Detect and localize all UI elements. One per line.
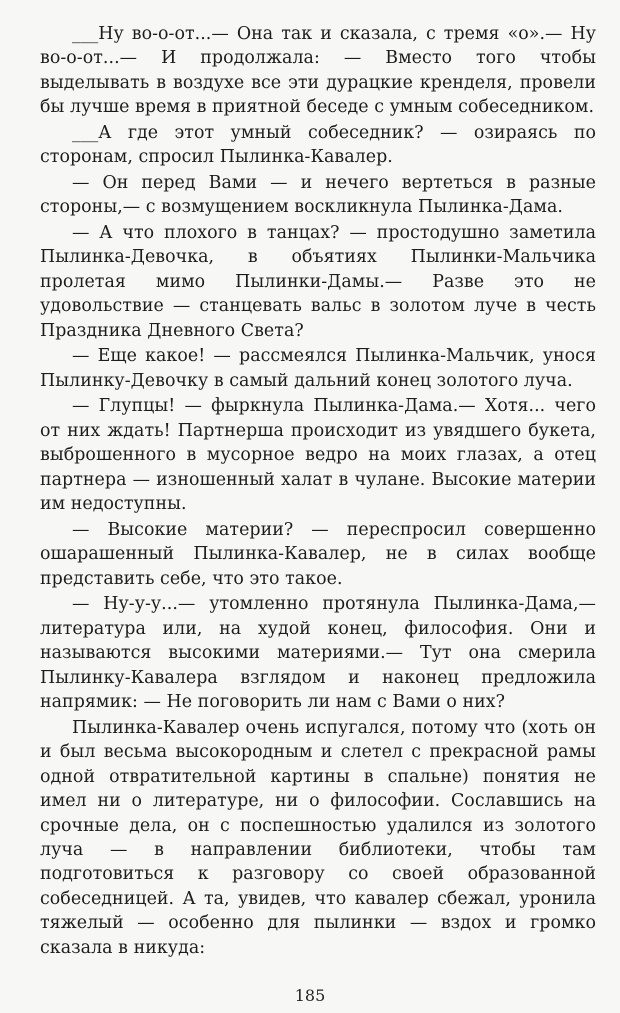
- text-block: [40, 22, 596, 960]
- paragraph: — Еще какое! — рассмеялся Пылинка-Мальчик, унося Пылинку-Девочку в самый дальний конец золотого луча.: [40, 346, 596, 391]
- page-number: 185: [294, 986, 326, 1005]
- paragraph: — Высокие материи? — переспросил совершенно ошарашенный Пылинка-Кавалер, не в силах вообще представить себе, что это такое.: [40, 519, 596, 589]
- paragraph: — Глупцы! — фыркнула Пылинка-Дама.— Хотя... чего от них ждать! Партнерша происходит из увядшего букета, выброшенного в мусорное ведро на моих глазах, а отец партнера — изношенный халат в чулане. Высокие материи им недоступны.: [40, 396, 596, 515]
- paragraph: — А что плохого в танцах? — простодушно заметила Пылинка-Девочка, в объятиях Пылинки-Мальчика пролетая мимо Пылинки-Дамы.— Разве это не удовольствие — станцевать вальс в золотом луче в честь Праздника Дневного Света?: [40, 222, 596, 341]
- paragraph: — Он перед Вами — и нечего вертеться в разные стороны,— с возмущением воскликнула Пылинка-Дама.: [40, 172, 596, 218]
- paragraph: ___А где этот умный собеседник? — озираясь по сторонам, спросил Пылинка-Кавалер.: [40, 122, 596, 168]
- paragraph: ___Ну во-о-от...— Она так и сказала, с тремя «о».— Ну во-о-от...— И продолжала: — Вместо того чтобы выделывать в воздухе все эти дурацкие кренделя, провели бы лучше время в приятной беседе с умным собеседником.: [40, 24, 596, 118]
- paragraph: Пылинка-Кавалер очень испугался, потому что (хоть он и был весьма высокородным и слетел с прекрасной рамы одной отвратительной картины в спальне) понятия не имел ни о литературе, ни о философии. Сославшись на срочные дела, он с поспешностью удалился из золотого луча — в направлении библиотеки, чтобы там подготовиться к разговору со своей образованной собеседницей. А та, увидев, что кавалер сбежал, уронила тяжелый — особенно для пылинки — вздох и громко сказала в никуда:: [40, 717, 596, 958]
- paragraph: — Ну-у-у...— утомленно протянула Пылинка-Дама,— литература или, на худой конец, философия. Они и называются высокими материями.— Тут она смерила Пылинку-Кавалера взглядом и наконец предложила напрямик: — Не поговорить ли нам с Вами о них?: [40, 594, 596, 713]
